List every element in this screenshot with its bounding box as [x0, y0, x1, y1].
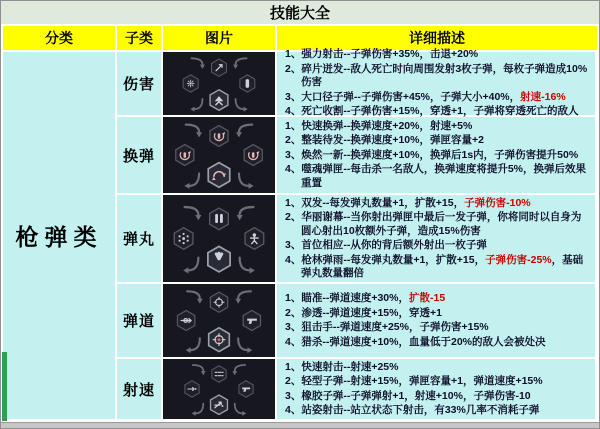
skill-icon-panel — [163, 284, 275, 357]
table-body — [1, 50, 599, 422]
skill-icon-panel — [163, 195, 275, 282]
skill-text: 3、大口径子弹--子弹伤害+45%，子弹大小+40%， — [285, 90, 521, 103]
skill-description-line — [285, 239, 591, 253]
skill-text: 2、华丽谢幕--当你射出弹匣中最后一发子弹，你将同时以自身为圆心射出10枚额外子弹，造成15%伤害 — [285, 211, 582, 237]
damage-skill-icons — [163, 52, 275, 115]
skill-text: 4、枪林弹雨--每发弹丸数量+1，扩散+15， — [285, 253, 486, 266]
skill-description-line — [285, 375, 591, 389]
description-cell — [277, 195, 595, 282]
skill-description-line — [285, 91, 591, 105]
crosshair-dot-icon — [209, 328, 230, 352]
stat-penalty-text: 子弹伤害-25% — [485, 253, 552, 266]
subcategory-cell-换弹: 换弹 — [117, 117, 161, 193]
skill-description-line — [285, 404, 591, 418]
firerate-skill-icons — [163, 359, 275, 419]
description-cell — [277, 359, 595, 419]
skill-text: 2、轻型子弹--射速+15%，弹匣容量+1，弹道速度+15% — [285, 375, 543, 387]
arrow-ne-icon — [212, 59, 227, 76]
skill-description-line — [285, 149, 591, 163]
skill-text: 1、强力射击--子弹伤害+35%，击退+20% — [285, 48, 479, 61]
column-header-category: 分类 — [3, 26, 115, 50]
cycle-bullet-icon — [176, 145, 194, 166]
category-cell: 枪弹类 — [3, 52, 115, 419]
twin-icon — [210, 208, 229, 230]
skill-description-line — [285, 120, 591, 134]
crosshair-icon — [210, 292, 227, 312]
home-icon — [210, 90, 228, 110]
skill-description-line — [285, 254, 591, 281]
column-header-image: 图片 — [163, 26, 275, 50]
column-header-subcategory: 子类 — [117, 26, 161, 50]
skill-text: 1、双发--每发弹丸数量+1，扩散+15， — [285, 196, 465, 209]
skill-text: 4、死亡收割--子弹伤害+15%，穿透+1，子弹将穿透死亡的敌人 — [285, 105, 579, 118]
skill-text: 3、首位相应--从你的背后额外射出一枚子弹 — [285, 239, 487, 251]
skill-description-line — [285, 163, 591, 190]
burst-icon — [183, 75, 198, 92]
trajectory-skill-icons — [163, 284, 275, 357]
left-green-bar — [2, 352, 7, 421]
subcategory-cell-伤害: 伤害 — [117, 52, 161, 115]
skill-text: 2、整装待发--换弹速度+10%，弹匣容量+2 — [285, 134, 484, 147]
skill-description-line — [285, 336, 591, 350]
rarrow-icon — [185, 381, 199, 398]
subcategory-cell-射速: 射速 — [117, 359, 161, 419]
fan-icon — [208, 246, 230, 272]
skill-description-line — [285, 63, 591, 90]
skill-description-line — [285, 361, 591, 375]
pierce-icon — [177, 310, 194, 330]
bullet-icon — [240, 75, 255, 92]
skill-description-line — [285, 321, 591, 335]
spray-icon — [211, 395, 228, 415]
description-cell — [277, 117, 595, 193]
skill-text: 3、橡胶子弹--子弹弹射+1，射速+10%，子弹伤害-10 — [285, 389, 531, 402]
description-cell — [277, 284, 595, 357]
skill-description-line — [285, 390, 591, 404]
gun-icon — [243, 310, 260, 330]
description-cell — [277, 48, 595, 118]
skill-description-line — [285, 48, 591, 62]
skill-description-line — [285, 197, 591, 211]
person-icon — [245, 228, 264, 250]
skill-text: ，基础弹丸数量翻倍 — [301, 253, 584, 279]
skill-text: 1、快速换弹--换弹速度+20%，射速+5% — [285, 119, 473, 132]
skill-icon-panel — [163, 359, 275, 419]
skill-description-line — [285, 307, 591, 321]
subcategory-cell-弹丸: 弹丸 — [117, 195, 161, 282]
projectile-skill-icons — [163, 195, 275, 282]
skill-icon-panel — [163, 117, 275, 193]
dashes-icon — [212, 366, 226, 383]
skill-text: 4、站姿射击--站立状态下射击，有33%几率不消耗子弹 — [285, 404, 540, 416]
skill-text: 3、焕然一新--换弹速度+10%，换弹后1s内，子弹伤害提升50% — [285, 148, 579, 161]
stat-penalty-text: 子弹伤害-10% — [464, 196, 531, 209]
cycle-bullet-icon — [244, 145, 262, 166]
reload-skill-icons — [163, 117, 275, 193]
skill-description-line — [285, 292, 591, 306]
stat-penalty-text: 射速-16% — [520, 90, 566, 103]
skill-text: 2、碎片迸发--敌人死亡时向周围发射3枚子弹，每枚子弹造成10%伤害 — [285, 62, 588, 89]
skill-text: 4、噬魂弹匣--每击杀一名敌人，换弹速度将提升5%，换弹后效果重置 — [285, 163, 587, 189]
scatter-icon — [174, 228, 193, 250]
page-title: 技能大全 — [1, 1, 599, 26]
stat-penalty-text: 扩散-15 — [408, 292, 446, 304]
skill-icon-panel — [163, 52, 275, 115]
cycle-s-icon — [208, 163, 229, 188]
skill-text: 1、快速射击--射速+25% — [285, 360, 399, 373]
skill-text: 1、瞄准--弹道速度+30%， — [285, 292, 409, 304]
skill-text: 3、狙击手--弹道速度+25%，子弹伤害+15% — [285, 321, 489, 333]
bottom-strip — [1, 422, 599, 429]
subcategory-cell-弹道: 弹道 — [117, 284, 161, 357]
skill-description-line — [285, 134, 591, 148]
column-header-description: 详细描述 — [277, 26, 597, 50]
skill-text: 4、猎杀--弹道速度+10%，血量低于20%的敌人会被处决 — [285, 335, 546, 348]
skill-description-line — [285, 211, 591, 238]
skill-text: 2、渗透--弹道速度+15%，穿透+1 — [285, 306, 442, 319]
cycle-bullet-icon — [210, 126, 228, 147]
gun-icon — [239, 381, 253, 398]
table-header — [1, 26, 599, 50]
